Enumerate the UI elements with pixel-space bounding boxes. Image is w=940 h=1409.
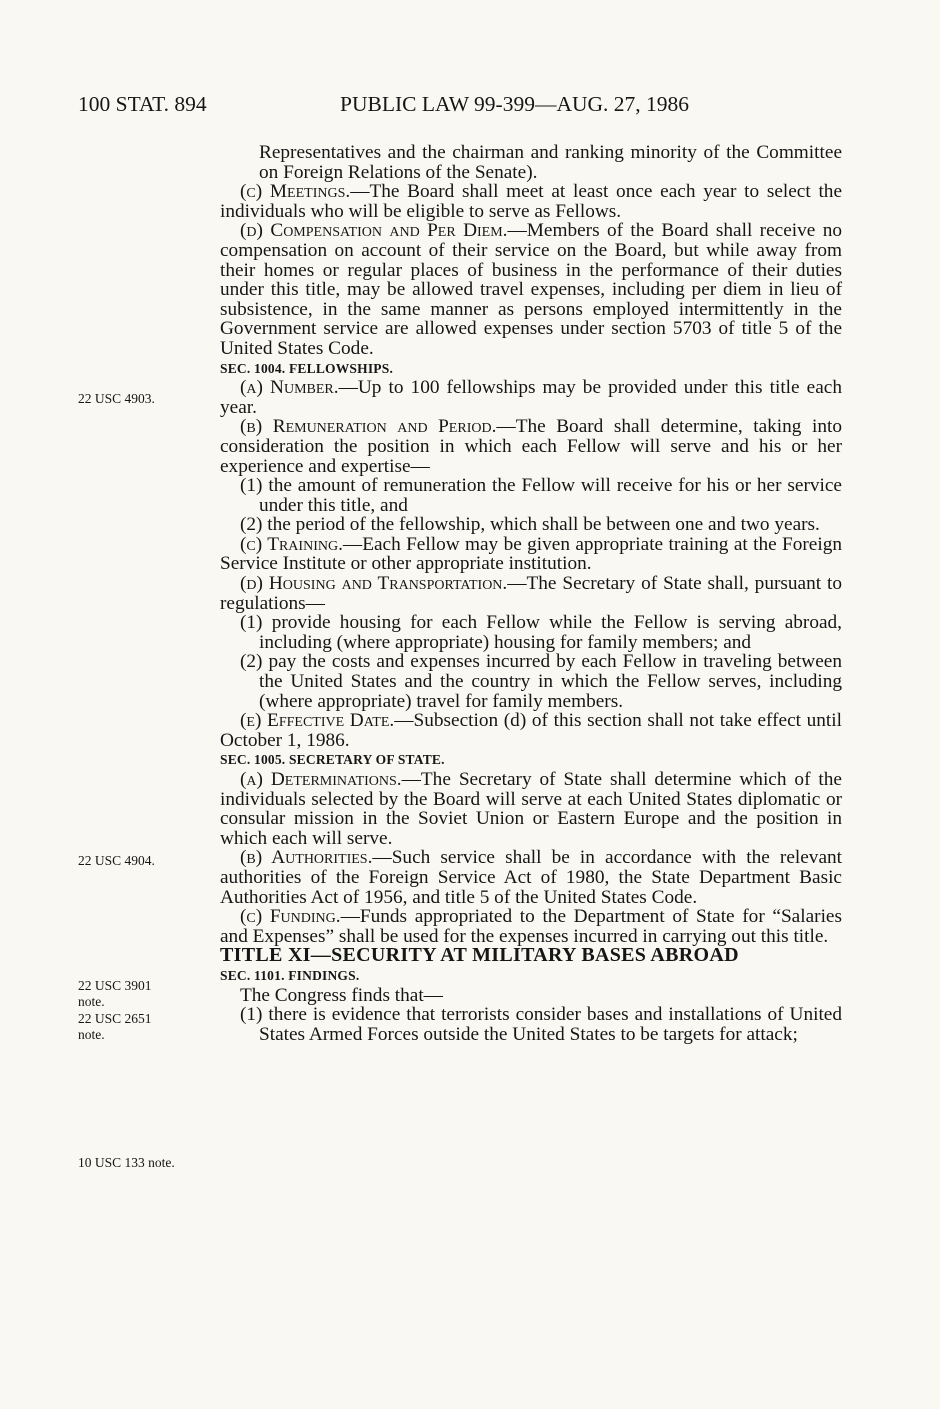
subsection-heading: (a) Determinations. xyxy=(240,769,402,790)
section-heading-1004: SEC. 1004. FELLOWSHIPS. xyxy=(220,360,394,376)
authorities-paragraph: (b) Authorities.—Such service shall be in accordance with the relevant authorities of the Foreign Service Act of 1980, the State Department Basic Authorities Act of 1956, and title 5 of the United States Code. xyxy=(220,847,842,908)
margin-note: 22 USC 3901 note. xyxy=(78,978,152,1009)
findings-intro: The Congress finds that— xyxy=(240,984,443,1006)
clause: (1) there is evidence that terrorists consider bases and installations of United States Armed Forces outside the United States to be targets for attack; xyxy=(240,1004,842,1045)
funding-paragraph: (c) Funding.—Funds appropriated to the Department of State for “Salaries and Expenses” shall be used for the expenses incurred in carrying out this title. xyxy=(220,906,842,947)
remuneration-paragraph: (b) Remuneration and Period.—The Board shall determine, taking into consideration the position in which each Fellow will serve and his or her experience and expertise— xyxy=(220,416,842,477)
statute-page-number: 100 STAT. 894 xyxy=(78,92,207,116)
subsection-heading: (b) Remuneration and Period. xyxy=(240,416,497,438)
meetings-paragraph: (c) Meetings.—The Board shall meet at least once each year to select the individuals who will be eligible to serve as Fellows. xyxy=(220,181,842,222)
clause: (2) pay the costs and expenses incurred by each Fellow in traveling between the United States and the country in which the Fellow serves, including (where appropriate) travel for family members. xyxy=(240,651,842,712)
subsection-heading: (c) Training. xyxy=(240,533,343,555)
subsection-heading: (d) Compensation and Per Diem. xyxy=(240,220,508,242)
statute-body xyxy=(220,143,842,1044)
clause: (1) provide housing for each Fellow while the Fellow is serving abroad, including (where appropriate) housing for family members; and xyxy=(240,612,842,653)
effective-date-paragraph: (e) Effective Date.—Subsection (d) of this section shall not take effect until October 1, 1986. xyxy=(220,710,843,751)
clause: (2) the period of the fellowship, which shall be between one and two years. xyxy=(240,514,820,536)
compensation-paragraph: (d) Compensation and Per Diem.—Members of the Board shall receive no compensation on account of their service on the Board, but while away from their homes or regular places of business in the performance of their duties under this title, may be allowed travel expenses, including per diem in lieu of subsistence, in the same manner as persons employed intermittently in the Government service are allowed expenses under section 5703 of title 5 of the United States Code. xyxy=(220,220,842,359)
public-law-citation: PUBLIC LAW 99-399—AUG. 27, 1986 xyxy=(340,92,690,116)
section-heading-1005: SEC. 1005. SECRETARY OF STATE. xyxy=(220,752,445,768)
subsection-heading: (c) Meetings. xyxy=(240,181,351,203)
subsection-heading: (d) Housing and Transportation. xyxy=(240,573,508,595)
margin-note: 10 USC 133 note. xyxy=(78,1155,175,1170)
determinations-paragraph: (a) Determinations.—The Secretary of State shall determine which of the individuals selected by the Board will serve at each United States diplomatic or consular mission in the Soviet Union or Eastern Europe and the position in which each will serve. xyxy=(220,769,842,849)
number-paragraph: (a) Number.—Up to 100 fellowships may be provided under this title each year. xyxy=(220,377,842,418)
subsection-heading: (b) Authorities. xyxy=(240,847,373,869)
training-paragraph: (c) Training.—Each Fellow may be given appropriate training at the Foreign Service Institute or other appropriate institution. xyxy=(220,533,842,575)
housing-paragraph: (d) Housing and Transportation.—The Secretary of State shall, pursuant to regulations— xyxy=(220,573,842,614)
margin-note: 22 USC 2651 note. xyxy=(78,1011,152,1042)
subsection-heading: (e) Effective Date. xyxy=(240,710,395,732)
subsection-heading: (a) Number. xyxy=(240,377,339,399)
section-heading-1101: SEC. 1101. FINDINGS. xyxy=(220,967,360,983)
margin-note: 22 USC 4904. xyxy=(78,853,155,868)
margin-note: 22 USC 4903. xyxy=(78,391,155,406)
continued-paragraph: Representatives and the chairman and ranking minority of the Committee on Foreign Relations of the Senate). xyxy=(259,142,842,183)
title-heading: TITLE XI—SECURITY AT MILITARY BASES ABROAD xyxy=(220,944,739,967)
subsection-heading: (c) Funding. xyxy=(240,906,341,928)
clause: (1) the amount of remuneration the Fellow will receive for his or her service under this title, and xyxy=(240,475,842,516)
